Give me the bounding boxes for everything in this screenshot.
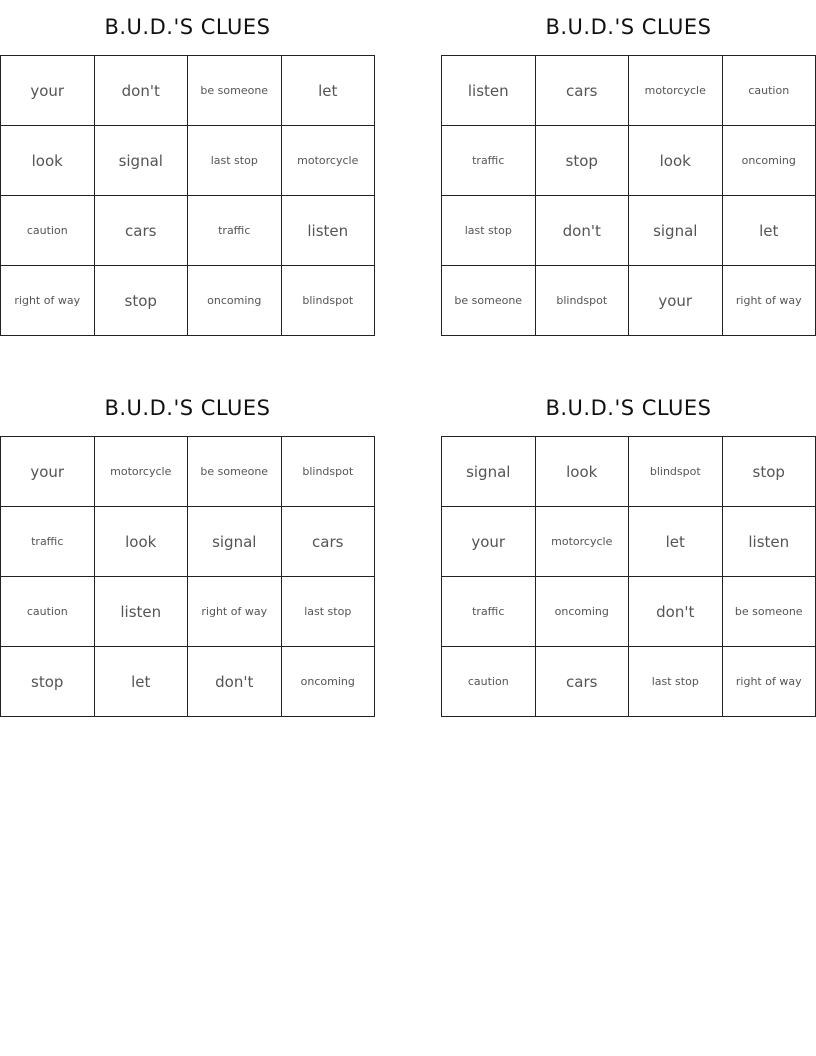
bingo-cell: cars bbox=[282, 507, 376, 577]
bingo-cell: oncoming bbox=[536, 577, 630, 647]
bingo-cell: be someone bbox=[188, 437, 282, 507]
bingo-cell: cars bbox=[536, 647, 630, 717]
bingo-cell: listen bbox=[442, 56, 536, 126]
bingo-cell: your bbox=[629, 266, 723, 336]
bingo-cell: traffic bbox=[442, 126, 536, 196]
bingo-cell: let bbox=[629, 507, 723, 577]
bingo-cell: caution bbox=[1, 577, 95, 647]
bingo-cell: traffic bbox=[188, 196, 282, 266]
card-title: B.U.D.'S CLUES bbox=[104, 396, 271, 420]
bingo-card-4 bbox=[441, 391, 816, 717]
bingo-grid bbox=[0, 55, 375, 336]
bingo-cell: signal bbox=[442, 437, 536, 507]
bingo-cell: caution bbox=[723, 56, 816, 126]
bingo-cell: right of way bbox=[723, 266, 816, 336]
bingo-cell: look bbox=[629, 126, 723, 196]
bingo-cell: blindspot bbox=[282, 266, 376, 336]
bingo-cell: motorcycle bbox=[282, 126, 376, 196]
bingo-cell: be someone bbox=[188, 56, 282, 126]
bingo-cell: right of way bbox=[723, 647, 816, 717]
card-title: B.U.D.'S CLUES bbox=[104, 15, 271, 39]
bingo-cell: caution bbox=[442, 647, 536, 717]
bingo-cell: look bbox=[1, 126, 95, 196]
bingo-cell: oncoming bbox=[723, 126, 816, 196]
bingo-grid bbox=[441, 55, 816, 336]
bingo-cell: motorcycle bbox=[536, 507, 630, 577]
bingo-cell: stop bbox=[723, 437, 816, 507]
bingo-cell: cars bbox=[536, 56, 630, 126]
bingo-card-2 bbox=[441, 10, 816, 336]
bingo-cell: signal bbox=[95, 126, 189, 196]
bingo-cell: let bbox=[723, 196, 816, 266]
card-title: B.U.D.'S CLUES bbox=[545, 15, 712, 39]
bingo-cell: motorcycle bbox=[629, 56, 723, 126]
bingo-cell: right of way bbox=[188, 577, 282, 647]
bingo-cell: your bbox=[1, 56, 95, 126]
bingo-cell: oncoming bbox=[188, 266, 282, 336]
bingo-cell: last stop bbox=[629, 647, 723, 717]
bingo-cell: stop bbox=[95, 266, 189, 336]
bingo-cell: let bbox=[95, 647, 189, 717]
bingo-cell: traffic bbox=[442, 577, 536, 647]
bingo-cell: listen bbox=[723, 507, 816, 577]
bingo-cell: last stop bbox=[442, 196, 536, 266]
bingo-cell: last stop bbox=[282, 577, 376, 647]
bingo-cell: listen bbox=[282, 196, 376, 266]
bingo-cell: stop bbox=[536, 126, 630, 196]
bingo-card-1 bbox=[0, 10, 375, 336]
bingo-cell: your bbox=[1, 437, 95, 507]
bingo-cell: look bbox=[95, 507, 189, 577]
bingo-cell: blindspot bbox=[536, 266, 630, 336]
bingo-cell: last stop bbox=[188, 126, 282, 196]
bingo-cell: right of way bbox=[1, 266, 95, 336]
bingo-cell: don't bbox=[536, 196, 630, 266]
card-title: B.U.D.'S CLUES bbox=[545, 396, 712, 420]
bingo-cell: don't bbox=[188, 647, 282, 717]
bingo-grid bbox=[0, 436, 375, 717]
bingo-cell: caution bbox=[1, 196, 95, 266]
bingo-cell: be someone bbox=[442, 266, 536, 336]
bingo-cell: signal bbox=[629, 196, 723, 266]
bingo-grid bbox=[441, 436, 816, 717]
bingo-cell: stop bbox=[1, 647, 95, 717]
bingo-cell: cars bbox=[95, 196, 189, 266]
bingo-cell: don't bbox=[629, 577, 723, 647]
bingo-card-3 bbox=[0, 391, 375, 717]
bingo-cell: signal bbox=[188, 507, 282, 577]
bingo-cell: be someone bbox=[723, 577, 816, 647]
bingo-cell: listen bbox=[95, 577, 189, 647]
bingo-cell: blindspot bbox=[282, 437, 376, 507]
bingo-cell: blindspot bbox=[629, 437, 723, 507]
bingo-cell: look bbox=[536, 437, 630, 507]
bingo-cell: your bbox=[442, 507, 536, 577]
bingo-cell: oncoming bbox=[282, 647, 376, 717]
bingo-cell: motorcycle bbox=[95, 437, 189, 507]
bingo-cell: traffic bbox=[1, 507, 95, 577]
bingo-cell: let bbox=[282, 56, 376, 126]
bingo-cell: don't bbox=[95, 56, 189, 126]
